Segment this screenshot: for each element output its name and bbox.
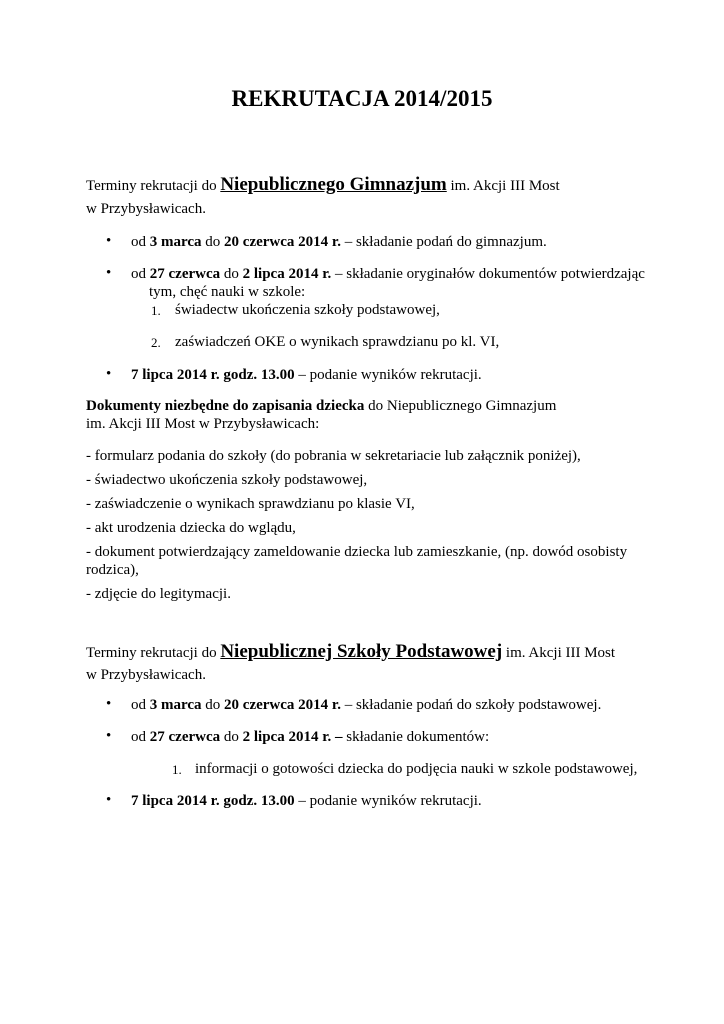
date-start: 3 marca — [149, 234, 202, 250]
bullet-icon: • — [106, 792, 112, 808]
date-end: 20 czerwca 2014 r. — [224, 234, 341, 250]
sp-intro-pre: Terminy rekrutacji do — [86, 645, 217, 661]
date-end: 2 lipca 2014 r. — [242, 266, 332, 282]
gim-numbered-1: świadectw ukończenia szkoły podstawowej, — [175, 302, 440, 318]
sp-intro — [86, 643, 615, 662]
docs-item: - zaświadczenie o wynikach sprawdzianu po klasie VI, — [86, 496, 415, 512]
sp-bullet-2 — [131, 728, 489, 746]
text: od — [131, 697, 146, 713]
sp-intro-line2: w Przybysławicach. — [86, 667, 206, 683]
text: od — [131, 266, 146, 282]
date-end: 2 lipca 2014 r. – — [242, 729, 343, 745]
docs-item: - formularz podania do szkoły (do pobrania w sekretariacie lub załącznik poniżej), — [86, 448, 581, 464]
sp-numbered-1: informacji o gotowości dziecka do podjęcia nauki w szkole podstawowej, — [195, 761, 638, 777]
docs-item: - świadectwo ukończenia szkoły podstawowej, — [86, 472, 368, 488]
sp-bullet-1 — [131, 696, 601, 714]
bullet-icon: • — [106, 366, 112, 382]
gim-intro-post: im. Akcji III Most — [450, 178, 560, 194]
bullet-icon: • — [106, 696, 112, 712]
list-number: 1. — [172, 762, 182, 777]
list-number: 1. — [151, 303, 161, 318]
bullet-icon: • — [106, 233, 112, 249]
docs-heading — [86, 397, 556, 415]
list-number: 2. — [151, 335, 161, 350]
date-start: 27 czerwca — [149, 266, 221, 282]
date-results: 7 lipca 2014 r. godz. 13.00 — [131, 367, 295, 383]
gim-bullet-2 — [131, 265, 645, 283]
gim-numbered-2: zaświadczeń OKE o wynikach sprawdzianu po kl. VI, — [175, 334, 500, 350]
text: składanie dokumentów: — [346, 729, 490, 745]
sp-school-name: Niepublicznej Szkoły Podstawowej — [220, 641, 503, 662]
gim-bullet-2-line2: tym, chęć nauki w szkole: — [149, 284, 306, 300]
text: – podanie wyników rekrutacji. — [298, 367, 482, 383]
bullet-icon: • — [106, 265, 112, 281]
page-title: REKRUTACJA 2014/2015 — [231, 86, 493, 111]
gim-intro-line2: w Przybysławicach. — [86, 201, 206, 217]
date-end: 20 czerwca 2014 r. — [224, 697, 341, 713]
text: – podanie wyników rekrutacji. — [298, 793, 482, 809]
docs-item: - zdjęcie do legitymacji. — [86, 586, 231, 602]
bullet-icon: • — [106, 728, 112, 744]
docs-item: - dokument potwierdzający zameldowanie dziecka lub zamieszkanie, (np. dowód osobisty — [86, 544, 628, 560]
docs-heading-line2: im. Akcji III Most w Przybysławicach: — [86, 416, 320, 432]
text: do — [205, 234, 221, 250]
gim-intro — [86, 176, 560, 195]
text: – składanie podań do gimnazjum. — [344, 234, 547, 250]
gim-intro-pre: Terminy rekrutacji do — [86, 178, 217, 194]
text: od — [131, 234, 146, 250]
text: do — [223, 729, 239, 745]
date-start: 27 czerwca — [149, 729, 221, 745]
text: – składanie oryginałów dokumentów potwierdzając — [335, 266, 645, 282]
text: od — [131, 729, 146, 745]
sp-intro-post: im. Akcji III Most — [505, 645, 616, 661]
docs-heading-rest: do Niepublicznego Gimnazjum — [368, 398, 557, 414]
docs-heading-bold: Dokumenty niezbędne do zapisania dziecka — [86, 398, 365, 414]
sp-bullet-3 — [131, 792, 482, 810]
text: do — [205, 697, 221, 713]
docs-item: - akt urodzenia dziecka do wglądu, — [86, 520, 296, 536]
gim-bullet-1 — [131, 233, 547, 251]
gim-school-name: Niepublicznego Gimnazjum — [220, 174, 447, 195]
date-results: 7 lipca 2014 r. godz. 13.00 — [131, 793, 295, 809]
date-start: 3 marca — [149, 697, 202, 713]
gim-bullet-3 — [131, 366, 482, 384]
text: do — [223, 266, 239, 282]
text: – składanie podań do szkoły podstawowej. — [344, 697, 602, 713]
docs-item: rodzica), — [86, 562, 139, 578]
